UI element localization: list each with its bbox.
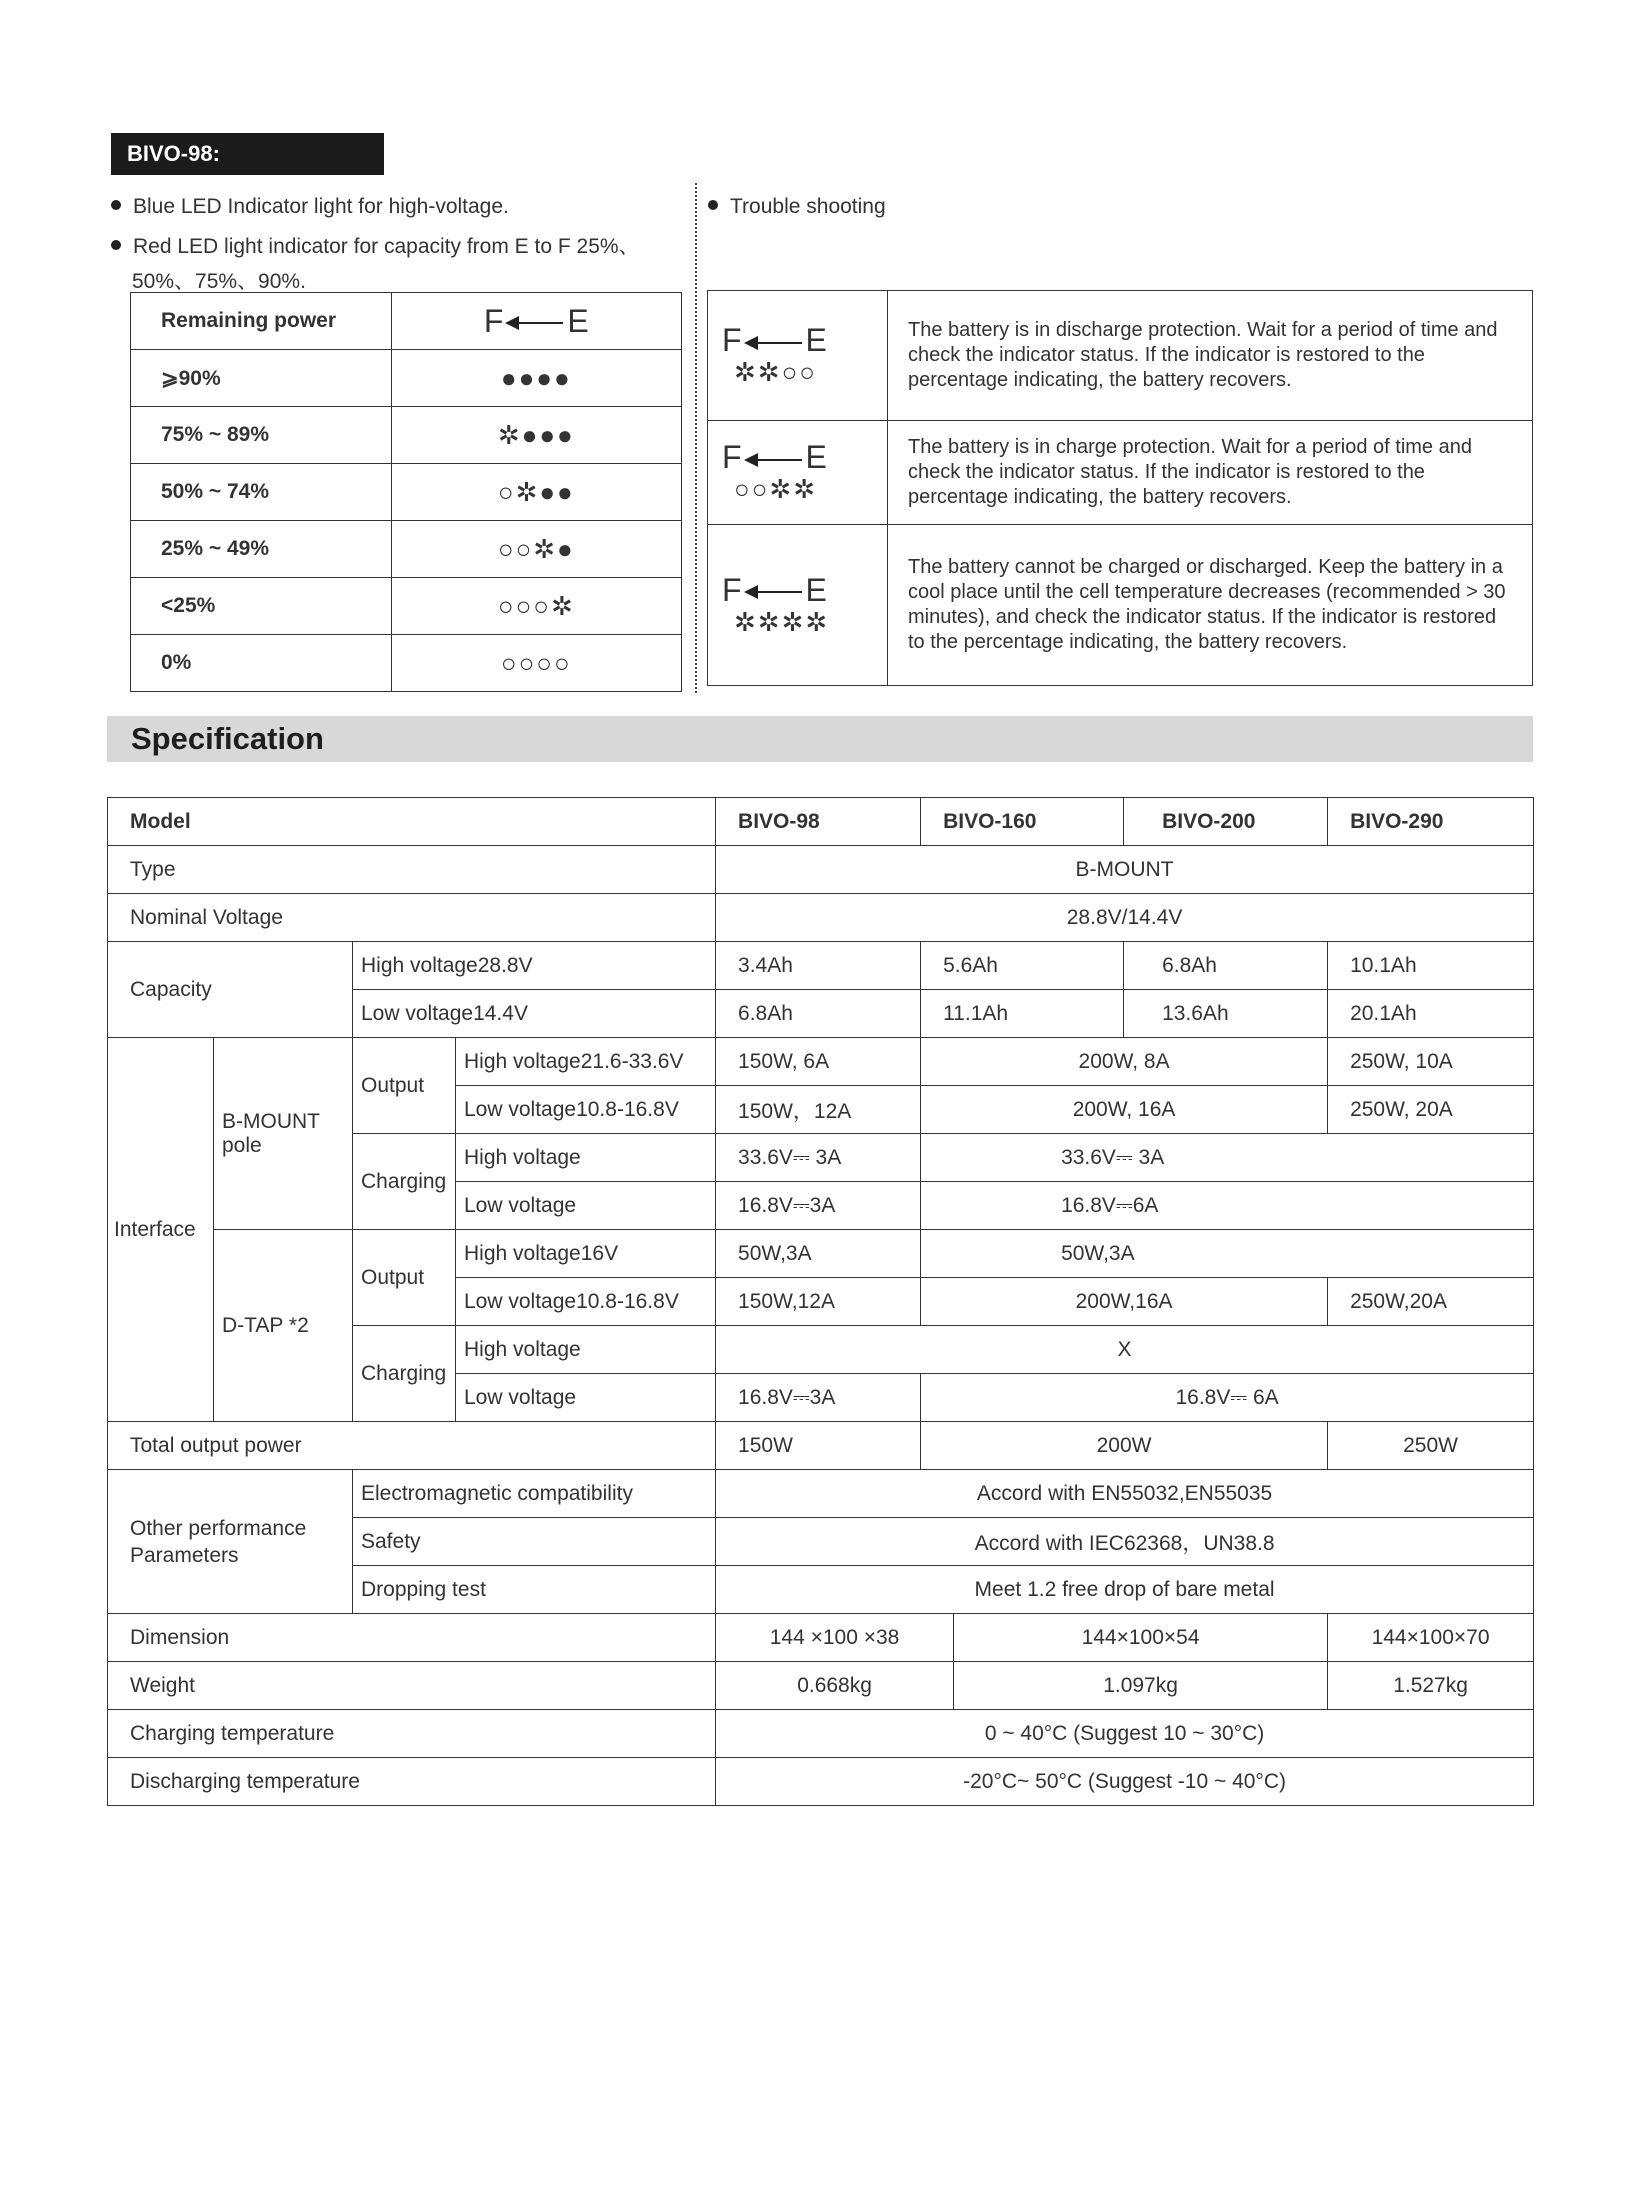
bullet-text: Trouble shooting [730,195,886,218]
cell-value: 10.1Ah [1328,942,1534,990]
table-row [131,521,682,578]
drop-label: Dropping test [353,1566,716,1614]
table-row [108,1614,1534,1662]
charging-temp-value: 0 ~ 40°C (Suggest 10 ~ 30°C) [716,1710,1534,1758]
cell-value: 16.8V⎓ 6A [921,1374,1534,1422]
table-row [108,894,1534,942]
table-row [131,578,682,635]
e-label: E [805,439,827,475]
table-row [131,350,682,407]
discharging-temp-label: Discharging temperature [108,1758,716,1806]
discharging-temp-value: -20°C~ 50°C (Suggest -10 ~ 40°C) [716,1758,1534,1806]
arrow-left-icon [746,591,802,593]
cell-value: 200W, 8A [921,1038,1328,1086]
nominal-voltage-value: 28.8V/14.4V [716,894,1534,942]
table-row [131,407,682,464]
capacity-low-label: Low voltage14.4V [353,990,716,1038]
cell-value: 200W [921,1422,1328,1470]
row-label: ⩾90% [131,350,392,407]
model-tag: BIVO-98: [111,133,384,175]
table-row [131,464,682,521]
led-pattern-icon: ✲✲○○ [734,357,817,387]
table-row [708,525,1533,686]
led-pattern-icon: ✲●●● [391,407,681,464]
cell-value: 11.1Ah [921,990,1124,1038]
cell-value: 16.8V⎓3A [716,1374,921,1422]
led-indicator-table [130,292,682,692]
cell-value: 150W [716,1422,921,1470]
cell-value: 250W,20A [1328,1278,1534,1326]
led-pattern-icon: ○○✲✲ [734,474,817,504]
cell-value: 50W,3A [716,1230,921,1278]
sub-label: High voltage21.6-33.6V [456,1038,716,1086]
trouble-description: The battery is in charge protection. Wait for a period of time and check the indicator status. If the indicator is restored to the percentage indicating, the battery recovers. [888,421,1533,525]
table-row [108,1710,1534,1758]
arrow-left-icon [746,459,802,461]
sub-label: Low voltage10.8-16.8V [456,1278,716,1326]
arrow-left-icon [507,322,563,324]
type-label: Type [108,846,716,894]
other-params-label: Other performance Parameters [108,1470,353,1614]
capacity-high-label: High voltage28.8V [353,942,716,990]
cell-value: 144 ×100 ×38 [716,1614,954,1662]
bullet-red-led-cont: 50%、75%、90%. [132,270,306,293]
cell-value: 1.527kg [1328,1662,1534,1710]
trouble-indicator [708,421,888,525]
table-row [108,942,1534,990]
specification-table [107,797,1534,1806]
safety-value: Accord with IEC62368，UN38.8 [716,1518,1534,1566]
bullet-icon [111,240,121,250]
bullet-blue-led [111,195,509,219]
trouble-shooting-table [707,290,1533,686]
cell-value: 16.8V⎓6A [921,1182,1534,1230]
cell-value: 3.4Ah [716,942,921,990]
emc-label: Electromagnetic compatibility [353,1470,716,1518]
table-row [108,798,1534,846]
nominal-voltage-label: Nominal Voltage [108,894,716,942]
table-row [708,291,1533,421]
cell-value: 144×100×70 [1328,1614,1534,1662]
sub-label: High voltage [456,1134,716,1182]
drop-value: Meet 1.2 free drop of bare metal [716,1566,1534,1614]
led-pattern-icon: ○○✲● [391,521,681,578]
cell-value: 150W, 6A [716,1038,921,1086]
table-row [108,846,1534,894]
cell-value: 250W [1328,1422,1534,1470]
cell-value: 20.1Ah [1328,990,1534,1038]
bullet-text: Red LED light indicator for capacity from E to F 25%、 [133,235,640,258]
table-row [708,421,1533,525]
led-pattern-icon: ✲✲✲✲ [734,606,830,637]
table-row [108,1470,1534,1518]
charging-temp-label: Charging temperature [108,1710,716,1758]
table-row [108,1230,1534,1278]
f-label: F [722,571,742,608]
emc-value: Accord with EN55032,EN55035 [716,1470,1534,1518]
bullet-icon [708,200,718,210]
cell-value: 5.6Ah [921,942,1124,990]
table-row [108,1038,1534,1086]
sub-label: Low voltage [456,1374,716,1422]
cell-value: 200W,16A [921,1278,1328,1326]
remaining-power-header: Remaining power [131,293,392,350]
capacity-label: Capacity [108,942,353,1038]
trouble-indicator [708,291,888,421]
led-pattern-icon: ○✲●● [391,464,681,521]
table-row [131,635,682,692]
model-header: BIVO-160 [921,798,1124,846]
e-label: E [805,322,827,358]
e-label: E [805,571,827,608]
cell-value: 33.6V⎓ 3A [921,1134,1534,1182]
cell-value: 150W,12A [716,1278,921,1326]
safety-label: Safety [353,1518,716,1566]
spec-title: Specification [131,721,324,756]
table-row [108,1662,1534,1710]
led-pattern-icon: ●●●● [391,350,681,407]
weight-label: Weight [108,1662,716,1710]
model-header: BIVO-290 [1328,798,1534,846]
sub-label: High voltage [456,1326,716,1374]
bullet-trouble [708,195,886,219]
charging-label: Charging [353,1326,456,1422]
row-label: <25% [131,578,392,635]
cell-value: 200W, 16A [921,1086,1328,1134]
output-label: Output [353,1038,456,1134]
row-label: 0% [131,635,392,692]
bullet-red-led [111,230,640,260]
bullet-icon [111,200,121,210]
trouble-indicator [708,525,888,686]
cell-value: X [716,1326,1534,1374]
f-label: F [483,302,504,339]
model-header: BIVO-200 [1124,798,1328,846]
f-label: F [722,322,742,358]
cell-value: 16.8V⎓3A [716,1182,921,1230]
f-label: F [722,439,742,475]
sub-label: High voltage16V [456,1230,716,1278]
led-pattern-icon: ○○○✲ [391,578,681,635]
table-row [108,1422,1534,1470]
dtap-label: D-TAP *2 [214,1230,353,1422]
e-label: E [567,302,589,339]
total-output-label: Total output power [108,1422,716,1470]
cell-value: 250W, 20A [1328,1086,1534,1134]
cell-value: 6.8Ah [716,990,921,1038]
model-header: BIVO-98 [716,798,921,846]
row-label: 75% ~ 89% [131,407,392,464]
bullet-text: Blue LED Indicator light for high-voltage. [133,195,509,218]
output-label: Output [353,1230,456,1326]
cell-value: 0.668kg [716,1662,954,1710]
led-pattern-icon: ○○○○ [391,635,681,692]
cell-value: 50W,3A [921,1230,1534,1278]
arrow-left-icon [746,342,802,344]
sub-label: Low voltage10.8-16.8V [456,1086,716,1134]
trouble-description: The battery cannot be charged or discharged. Keep the battery in a cool place until the cell temperature decreases (recommended > 30 minutes), and check the indicator status. If the indicator is restored to the percentage indicating, the battery recovers. [888,525,1533,686]
f-e-header [391,293,681,350]
cell-value: 1.097kg [954,1662,1328,1710]
bmount-pole-label: B-MOUNT pole [214,1038,353,1230]
trouble-description: The battery is in discharge protection. Wait for a period of time and check the indicator status. If the indicator is restored to the percentage indicating, the battery recovers. [888,291,1533,421]
cell-value: 33.6V⎓ 3A [716,1134,921,1182]
charging-label: Charging [353,1134,456,1230]
cell-value: 150W，12A [716,1086,921,1134]
table-row [131,293,682,350]
interface-label: Interface [108,1038,214,1422]
sub-label: Low voltage [456,1182,716,1230]
dimension-label: Dimension [108,1614,716,1662]
column-divider [695,183,697,693]
row-label: 25% ~ 49% [131,521,392,578]
cell-value: 144×100×54 [954,1614,1328,1662]
cell-value: 6.8Ah [1124,942,1328,990]
row-label: 50% ~ 74% [131,464,392,521]
model-label: Model [108,798,716,846]
table-row [108,1758,1534,1806]
cell-value: 250W, 10A [1328,1038,1534,1086]
type-value: B-MOUNT [716,846,1534,894]
cell-value: 13.6Ah [1124,990,1328,1038]
